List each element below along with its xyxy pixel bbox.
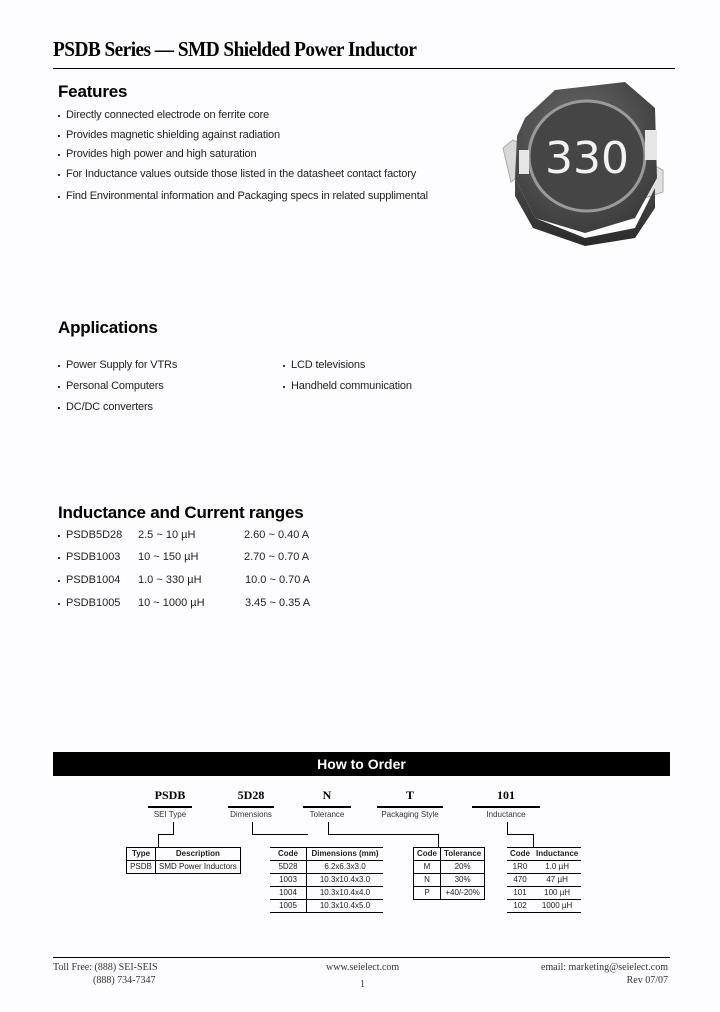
order-code-inductance: 101 xyxy=(497,788,515,802)
table-header: Inductance xyxy=(533,848,581,861)
table-cell: 100 µH xyxy=(533,887,581,900)
feature-item: For Inductance values outside those listed in the datasheet contact factory xyxy=(58,168,428,188)
connector-line xyxy=(252,834,308,835)
range-row xyxy=(58,597,358,611)
features-heading: Features xyxy=(58,82,128,101)
order-label-tolerance: Tolerance xyxy=(309,810,345,819)
bullet-icon xyxy=(58,603,60,605)
table-cell: +40/-20% xyxy=(441,887,485,900)
order-code-tolerance: N xyxy=(322,788,332,802)
application-item: Personal Computers xyxy=(58,380,177,401)
footer-website[interactable]: www.seielect.com xyxy=(326,962,400,973)
footer-revision: Rev 07/07 xyxy=(626,975,668,986)
range-current: 2.70 ~ 0.70 A xyxy=(244,551,310,563)
order-code-type: PSDB xyxy=(154,788,186,802)
table-cell: 101 xyxy=(507,887,533,900)
table-cell: 470 xyxy=(507,874,533,887)
range-inductance: 10 ~ 1000 µH xyxy=(138,597,205,609)
bullet-icon xyxy=(58,580,60,582)
table-row xyxy=(507,874,581,887)
bullet-icon xyxy=(58,557,60,559)
connector-line xyxy=(158,834,159,847)
connector-line xyxy=(173,822,174,834)
code-underline xyxy=(472,806,540,808)
connector-line xyxy=(328,834,439,835)
range-model: PSDB1003 xyxy=(66,551,121,563)
footer-divider xyxy=(53,957,670,958)
table-row xyxy=(414,861,485,874)
code-underline xyxy=(148,806,192,808)
range-current: 10.0 ~ 0.70 A xyxy=(245,574,311,586)
table-cell: 10.3x10.4x3.0 xyxy=(307,874,384,887)
connector-line xyxy=(438,834,439,847)
title-divider xyxy=(53,68,675,69)
feature-item: Provides magnetic shielding against radiation xyxy=(58,129,428,149)
bullet-icon xyxy=(58,535,60,537)
code-underline xyxy=(303,806,351,808)
inductor-illustration xyxy=(495,78,670,248)
code-underline xyxy=(228,806,274,808)
table-header: Code xyxy=(414,848,441,861)
connector-line xyxy=(328,822,329,834)
table-cell: 10.3x10.4x5.0 xyxy=(307,900,384,913)
order-label-packaging: Packaging Style xyxy=(381,810,439,819)
how-to-order-banner: How to Order xyxy=(53,752,670,776)
table-row xyxy=(507,900,581,913)
ranges-heading: Inductance and Current ranges xyxy=(58,503,304,522)
range-inductance: 2.5 ~ 10 µH xyxy=(138,529,196,541)
dimensions-table xyxy=(270,847,383,913)
table-row xyxy=(270,887,383,900)
range-model: PSDB5D28 xyxy=(66,529,123,541)
application-item: LCD televisions xyxy=(283,359,412,380)
footer-toll-free: Toll Free: (888) SEI-SEIS xyxy=(53,962,158,973)
feature-item: Find Environmental information and Packaging specs in related supplimental xyxy=(58,190,428,210)
footer-phone: (888) 734-7347 xyxy=(93,975,156,986)
table-cell: P xyxy=(414,887,441,900)
table-cell: M xyxy=(414,861,441,874)
code-underline xyxy=(377,806,443,808)
range-row xyxy=(58,529,358,543)
range-model: PSDB1004 xyxy=(66,574,121,586)
table-header: Dimensions (mm) xyxy=(307,848,384,861)
order-label-dimensions: Dimensions xyxy=(230,810,272,819)
table-cell: 1004 xyxy=(270,887,307,900)
table-header: Code xyxy=(270,848,307,861)
connector-line xyxy=(507,834,534,835)
table-row xyxy=(414,874,485,887)
table-cell: 30% xyxy=(441,874,485,887)
application-item: DC/DC converters xyxy=(58,401,177,422)
connector-line xyxy=(158,834,174,835)
range-current: 3.45 ~ 0.35 A xyxy=(245,597,311,609)
table-cell: 10.3x10.4x4.0 xyxy=(307,887,384,900)
application-item: Power Supply for VTRs xyxy=(58,359,177,380)
table-cell: 102 xyxy=(507,900,533,913)
table-cell: SMD Power Inductors xyxy=(156,861,241,874)
table-cell: 1.0 µH xyxy=(533,861,581,874)
range-model: PSDB1005 xyxy=(66,597,121,609)
table-cell: 20% xyxy=(441,861,485,874)
table-cell: PSDB xyxy=(127,861,156,874)
table-cell: 1R0 xyxy=(507,861,533,874)
range-inductance: 1.0 ~ 330 µH xyxy=(138,574,202,586)
range-row xyxy=(58,551,358,565)
applications-list-right xyxy=(283,359,412,401)
table-header: Description xyxy=(156,848,241,861)
table-row xyxy=(507,887,581,900)
table-cell: 1005 xyxy=(270,900,307,913)
order-label-inductance: Inductance xyxy=(486,810,526,819)
table-header: Tolerance xyxy=(441,848,485,861)
inductance-table xyxy=(507,847,581,913)
table-row xyxy=(127,861,241,874)
feature-item: Provides high power and high saturation xyxy=(58,148,428,168)
table-cell: 5D28 xyxy=(270,861,307,874)
order-code-dimensions: 5D28 xyxy=(237,788,265,802)
table-header: Code xyxy=(507,848,533,861)
table-row xyxy=(507,861,581,874)
table-row xyxy=(414,887,485,900)
svg-text:330: 330 xyxy=(545,133,629,184)
table-row xyxy=(270,900,383,913)
table-header: Type xyxy=(127,848,156,861)
range-current: 2.60 ~ 0.40 A xyxy=(244,529,310,541)
order-code-packaging: T xyxy=(405,788,414,802)
table-row xyxy=(270,874,383,887)
range-row xyxy=(58,574,358,588)
page-title: PSDB Series — SMD Shielded Power Inductor xyxy=(53,37,417,61)
type-table xyxy=(126,847,241,874)
range-inductance: 10 ~ 150 µH xyxy=(138,551,199,563)
order-label-type: SEI Type xyxy=(153,810,187,819)
table-cell: 1003 xyxy=(270,874,307,887)
product-image xyxy=(495,78,670,248)
footer-email[interactable]: email: marketing@seielect.com xyxy=(541,962,668,973)
table-cell: 1000 µH xyxy=(533,900,581,913)
feature-item: Directly connected electrode on ferrite core xyxy=(58,109,428,129)
table-row xyxy=(270,861,383,874)
features-list xyxy=(58,109,428,210)
page-number: 1 xyxy=(360,979,365,990)
table-cell: 6.2x6.3x3.0 xyxy=(307,861,384,874)
table-cell: N xyxy=(414,874,441,887)
table-cell: 47 µH xyxy=(533,874,581,887)
tolerance-table xyxy=(413,847,485,900)
applications-list-left xyxy=(58,359,177,422)
connector-line xyxy=(507,822,508,834)
connector-line xyxy=(252,822,253,834)
application-item: Handheld communication xyxy=(283,380,412,401)
connector-line xyxy=(533,834,534,847)
applications-heading: Applications xyxy=(58,318,158,337)
